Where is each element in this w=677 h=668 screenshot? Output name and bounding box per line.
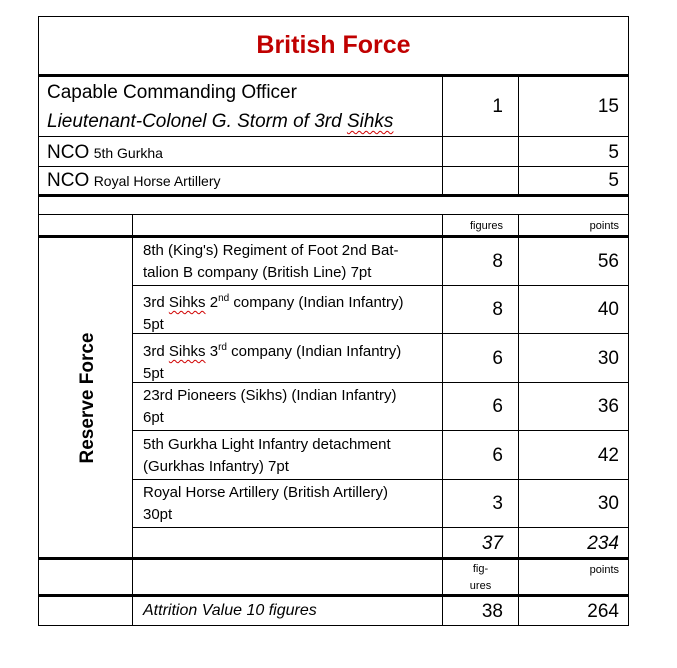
force-title: British Force <box>256 31 411 59</box>
footer-points-header: points <box>589 564 619 576</box>
footer-figures-header-a: fig- <box>472 563 489 575</box>
unit-line: 6pt <box>143 409 164 426</box>
unit-figures: 8 <box>492 299 503 320</box>
unit-points: 40 <box>597 299 619 320</box>
unit-text: 3rd <box>143 343 169 360</box>
nco-role: NCO <box>47 142 90 163</box>
unit-name <box>143 482 443 526</box>
unit-points: 56 <box>597 251 619 272</box>
unit-text: 2 <box>205 294 219 311</box>
unit-line: 8th (King's) Regiment of Foot 2nd Bat- <box>143 242 399 259</box>
unit-figures: 8 <box>492 251 503 272</box>
unit-name <box>143 434 443 478</box>
unit-line <box>143 288 443 314</box>
subtotal-points: 234 <box>587 533 619 554</box>
reserve-force-label: Reserve Force <box>77 332 98 464</box>
unit-line: (Gurkhas Infantry) 7pt <box>143 458 289 475</box>
nco-points: 5 <box>608 170 619 191</box>
unit-points: 36 <box>597 396 619 417</box>
unit-line <box>143 337 443 363</box>
nco-row <box>47 142 163 164</box>
commander-points: 15 <box>597 96 619 117</box>
unit-figures: 6 <box>492 396 503 417</box>
nco-role: NCO <box>47 170 90 191</box>
attrition-label: Attrition Value 10 figures <box>143 602 317 619</box>
unit-line: 30pt <box>143 506 173 523</box>
commander-name-sihks: Sihks <box>346 111 394 132</box>
unit-name <box>143 288 443 336</box>
unit-line: 5pt <box>143 365 164 382</box>
unit-name <box>143 240 443 284</box>
attrition-figures: 38 <box>481 601 503 622</box>
nco-points: 5 <box>608 142 619 163</box>
unit-ordinal: nd <box>218 293 230 304</box>
unit-line: talion B company (British Line) 7pt <box>143 264 372 281</box>
unit-name <box>143 385 443 429</box>
unit-points: 30 <box>597 348 619 369</box>
unit-line: 23rd Pioneers (Sikhs) (Indian Infantry) <box>143 387 397 404</box>
nco-unit: Royal Horse Artillery <box>93 173 221 189</box>
unit-points: 42 <box>597 445 619 466</box>
unit-text: 3rd <box>143 294 169 311</box>
footer-figures-header-b: ures <box>469 580 492 592</box>
attrition-points: 264 <box>587 601 619 622</box>
unit-name <box>143 337 443 385</box>
unit-ordinal: rd <box>218 342 227 353</box>
nco-unit: 5th Gurkha <box>93 145 163 161</box>
commander-figures: 1 <box>492 96 503 117</box>
unit-points: 30 <box>597 493 619 514</box>
unit-line: 5pt <box>143 316 164 333</box>
commander-role: Capable Commanding Officer <box>47 82 297 103</box>
unit-line: Royal Horse Artillery (British Artillery) <box>143 484 389 501</box>
commander-name <box>47 111 393 133</box>
nco-row <box>47 170 221 192</box>
unit-figures: 6 <box>492 445 503 466</box>
unit-line: 5th Gurkha Light Infantry detachment <box>143 436 391 453</box>
unit-figures: 6 <box>492 348 503 369</box>
commander-name-prefix: Lieutenant-Colonel G. Storm of 3rd <box>47 111 347 132</box>
unit-figures: 3 <box>492 493 503 514</box>
unit-text: company (Indian Infantry) <box>229 294 404 311</box>
points-header: points <box>589 220 619 232</box>
unit-text: company (Indian Infantry) <box>226 343 402 360</box>
figures-header: figures <box>469 220 503 232</box>
unit-text: 3 <box>205 343 219 360</box>
unit-text: Sihks <box>168 343 206 360</box>
unit-text: Sihks <box>168 294 206 311</box>
subtotal-figures: 37 <box>481 533 503 554</box>
